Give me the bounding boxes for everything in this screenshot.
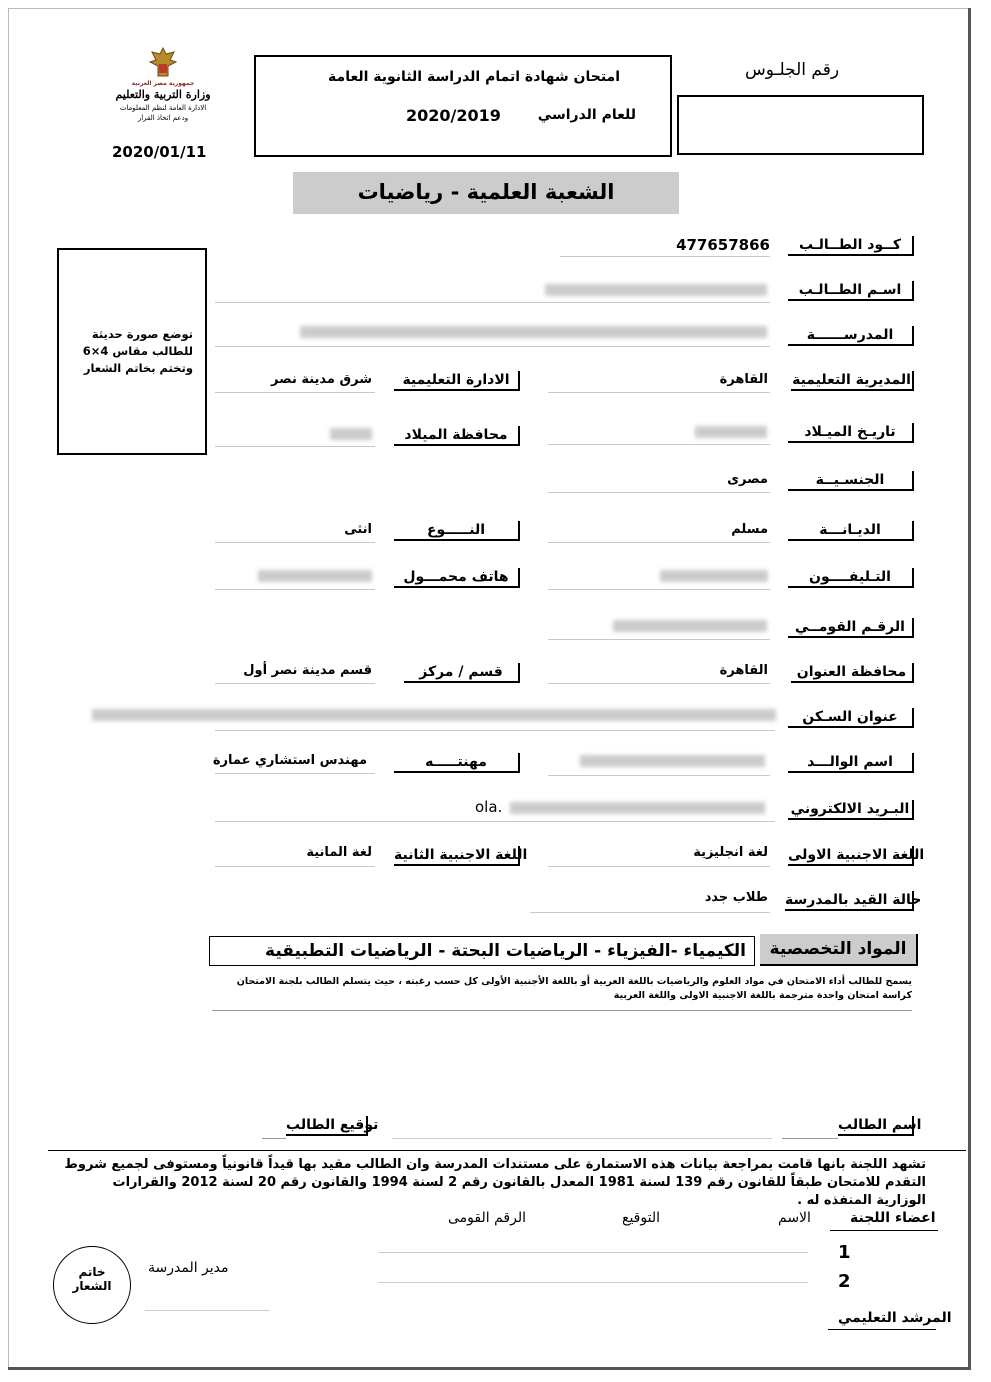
specialized-subjects-label: المواد التخصصية (760, 934, 918, 966)
birth-gov-redacted (330, 428, 372, 440)
gender: انثى (344, 522, 372, 537)
student-code-line (560, 256, 770, 257)
school-label: المدرســــــة (788, 326, 914, 346)
district: قسم مدينة نصر أول (243, 663, 372, 678)
branch-title: الشعبة العلمية - رياضيات (293, 172, 679, 214)
page-border-top (8, 8, 968, 9)
second-language-line (215, 866, 375, 867)
email-redacted (510, 802, 765, 814)
print-date: 2020/01/11 (112, 143, 207, 161)
nationality: مصرى (727, 472, 768, 487)
address-gov-line (548, 683, 770, 684)
first-language: لغة انجليزية (693, 845, 768, 860)
national-id-column-header: الرقم القومى (448, 1210, 526, 1226)
job: مهندس استشاري عمارة (212, 753, 367, 768)
email-label: البـريد الالكتروني (788, 800, 914, 820)
enrollment-status-line (530, 912, 770, 913)
logo-text-ministry: وزارة التربية والتعليم (115, 88, 211, 101)
seal-text-line2: الشعار (72, 1279, 112, 1293)
residence-redacted (92, 709, 776, 721)
declaration-separator (48, 1150, 966, 1151)
admin-label: الادارة التعليمية (394, 371, 520, 391)
note-line (212, 1010, 912, 1011)
page-shadow-right (968, 8, 971, 1370)
birth-gov-line (215, 446, 375, 447)
email-visible: ola. (475, 798, 503, 816)
principal-line (145, 1310, 270, 1311)
gender-line (215, 542, 375, 543)
email-line (215, 821, 775, 822)
admin: شرق مدينة نصر (271, 372, 372, 387)
birth-date-redacted (695, 426, 767, 438)
second-language-label: اللغة الاجنبية الثانية (394, 846, 520, 866)
student-name-redacted (545, 284, 767, 296)
father-label: اسم الوالـــد (788, 753, 914, 773)
directorate-label: المديرية التعليمية (791, 371, 914, 391)
directorate-line (548, 392, 770, 393)
father-line (548, 775, 770, 776)
address-gov: القاهرة (719, 663, 768, 678)
district-line (215, 683, 375, 684)
members-underline (830, 1230, 938, 1231)
counselor-underline (828, 1329, 936, 1330)
seat-number-box (677, 95, 924, 155)
committee-row-1: 1 (838, 1242, 851, 1263)
specialized-subjects: الكيمياء -الفيزياء - الرياضيات البحتة - الرياضيات التطبيقية (209, 936, 755, 966)
school-redacted (300, 326, 767, 338)
directorate: القاهرة (719, 372, 768, 387)
enrollment-status: طلاب جدد (704, 890, 768, 905)
seat-number-label: رقم الجلـوس (745, 60, 840, 80)
birth-label: تاريـخ الميـلاد (788, 423, 914, 443)
mobile-line (215, 589, 375, 590)
logo-text-country: جمهورية مصر العربية (131, 80, 195, 87)
page-shadow-bottom (8, 1367, 971, 1370)
language-note: يسمح للطالب أداء الامتحان في مواد العلوم والرياضيات باللغة العربية أو باللغة الأجنبية الأولى كل حسب رغبته ، حيث يتسلم الطالب بلجنة الامتحان كراسة امتحان واحدة مترجمة باللغة الاجنبية الاولى واللغة العربية (236, 976, 912, 1001)
seal-text-line1: خاتم (78, 1265, 106, 1279)
photo-placeholder (57, 248, 207, 455)
religion-label: الديـانـــة (788, 521, 914, 541)
exam-title: امتحان شهادة اتمام الدراسة الثانوية العامة (328, 69, 620, 85)
logo-text-dept: الادارة العامة لنظم المعلومات (119, 104, 207, 112)
page-border-left (8, 8, 9, 1368)
committee-row-2-line (378, 1282, 808, 1283)
principal-label: مدير المدرسة (148, 1260, 229, 1276)
residence-line (215, 730, 775, 731)
job-line (215, 773, 375, 774)
committee-row-1-line (378, 1252, 808, 1253)
father-name-redacted (580, 755, 765, 767)
phone-redacted (660, 570, 768, 582)
school-seal-placeholder (53, 1246, 131, 1324)
phone-label: التـليفــــون (788, 568, 914, 588)
signature-column-header: التوقيع (622, 1210, 660, 1226)
logo-text-support: ودعم اتخاذ القرار (137, 114, 189, 122)
phone-line (548, 589, 770, 590)
nationality-line (548, 492, 770, 493)
student-name-label: اسـم الطــالـب (788, 281, 914, 301)
birth-date-line (548, 444, 770, 445)
name-column-header: الاسم (778, 1210, 811, 1226)
school-line (215, 346, 770, 347)
nationality-label: الجنسـيــة (788, 471, 914, 491)
student-name-line (215, 302, 770, 303)
national-id-label: الرقـم القومــي (788, 618, 914, 638)
first-language-label: اللغة الاجنبية الاولى (788, 846, 914, 866)
student-signature-line-right (392, 1138, 772, 1139)
committee-members-label: اعضاء اللجنة (850, 1210, 936, 1226)
student-code-label: كــود الطــالـب (788, 236, 914, 256)
ministry-logo (104, 46, 224, 142)
residence-label: عنوان السـكن (788, 708, 914, 728)
exam-title-box (254, 55, 672, 157)
student-name-sign-label: اسم الطالب (838, 1116, 914, 1136)
religion-line (548, 542, 770, 543)
religion: مسلم (731, 522, 768, 537)
counselor-label: المرشد التعليمي (838, 1310, 952, 1326)
photo-note: توضع صورة حديثة للطالب مقاس 4×6 وتختم بخاتم الشعار (82, 327, 193, 375)
student-code: 477657866 (676, 236, 770, 254)
national-id-redacted (613, 620, 767, 632)
second-language: لغة المانية (306, 845, 372, 860)
admin-line (215, 392, 375, 393)
academic-year-label: للعام الدراسي (537, 107, 636, 123)
committee-row-2: 2 (838, 1271, 851, 1292)
academic-year: 2020/2019 (406, 106, 501, 125)
committee-declaration: تشهد اللجنة بانها قامت بمراجعة بيانات هذه الاستمارة على مستندات المدرسة وان الطالب مقيد بها قيداً قانونياً ومستوفى لجميع شروط التقدم للامتحان طبقاً للقانون رقم 139 لسنة 1981 المعدل بالقانون رقم 2 لسنة 1994 والقانون رقم 20 لسنة 2012 والقرارات الوزارية المنفذه له . (64, 1157, 926, 1208)
mobile-label: هاتف محمـــول (394, 568, 520, 588)
national-id-line (548, 639, 770, 640)
birth-gov-label: محافظة الميلاد (394, 426, 520, 446)
eagle-icon (148, 46, 178, 80)
district-label: قسم / مركز (404, 663, 520, 683)
student-signature-label: توقيع الطالب (286, 1116, 368, 1136)
first-language-line (548, 866, 770, 867)
enrollment-status-label: حالة القيد بالمدرسة (785, 891, 914, 911)
gender-label: النـــــوع (394, 521, 520, 541)
student-name-sign-line (782, 1138, 838, 1139)
mobile-redacted (258, 570, 372, 582)
address-gov-label: محافظة العنوان (791, 663, 914, 683)
job-label: مهنتـــــه (394, 753, 520, 773)
student-signature-line (262, 1138, 286, 1139)
